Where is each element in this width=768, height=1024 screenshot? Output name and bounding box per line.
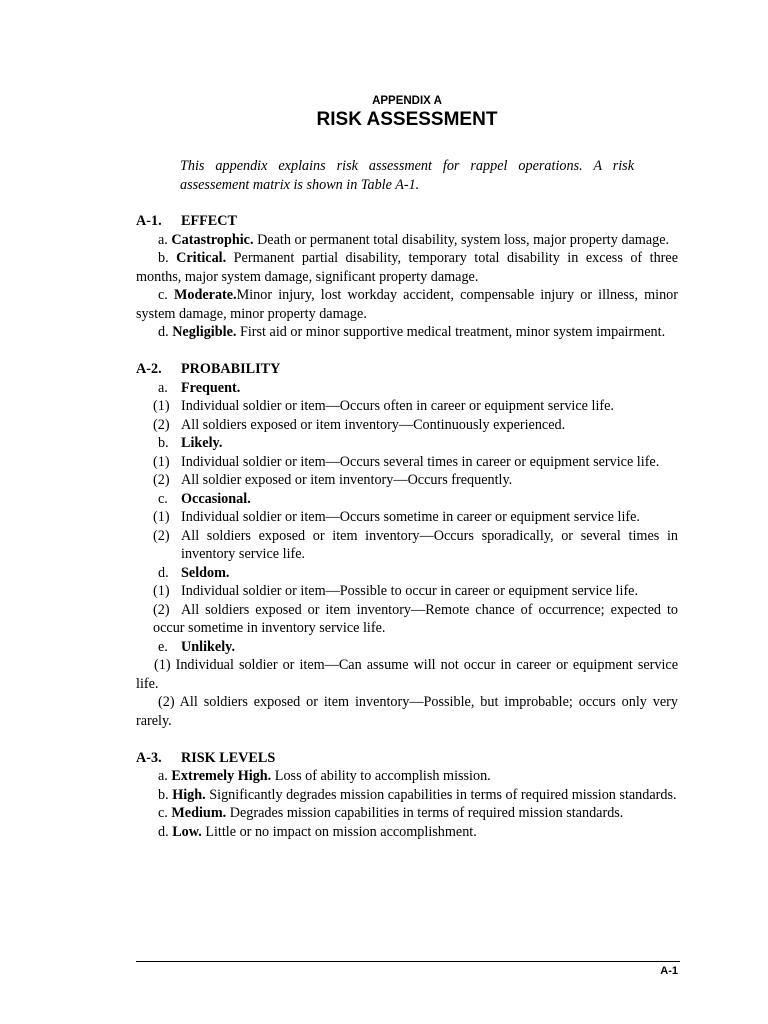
subitem-number: (1) xyxy=(153,583,170,599)
probability-item-unlikely xyxy=(136,638,678,657)
subitem-text: All soldier exposed or item inventory—Occurs frequently. xyxy=(181,472,513,488)
subitem-text: Individual soldier or item—Occurs often in career or equipment service life. xyxy=(181,398,614,414)
item-term: Negligible. xyxy=(172,324,237,340)
document-body xyxy=(136,212,678,841)
subitem-number: (1) xyxy=(154,657,171,673)
item-term: Likely. xyxy=(181,435,223,451)
subitem-text: All soldiers exposed or item inventory—Occurs sporadically, or several times in inventory service life. xyxy=(181,527,678,562)
item-text: Death or permanent total disability, system loss, major property damage. xyxy=(253,231,670,248)
probability-item-seldom xyxy=(136,564,678,583)
section-heading xyxy=(136,749,678,768)
risk-item-low xyxy=(136,823,678,842)
probability-subitem xyxy=(136,508,678,527)
probability-subitem xyxy=(136,582,678,601)
section-title: RISK LEVELS xyxy=(181,749,276,766)
section-effect xyxy=(136,212,678,342)
probability-subitem xyxy=(136,416,678,435)
effect-item-catastrophic xyxy=(136,231,678,250)
section-heading xyxy=(136,360,678,379)
item-letter: a. xyxy=(158,379,168,396)
probability-subitem xyxy=(136,453,678,472)
item-letter: b. xyxy=(158,250,169,266)
page-number: A-1 xyxy=(660,965,678,977)
intro-paragraph: This appendix explains risk assessment for rappel operations. A risk assessement matrix is shown in Table A-1. xyxy=(180,158,634,193)
risk-item-extremely-high xyxy=(136,767,678,786)
page-title: RISK ASSESSMENT xyxy=(316,109,498,130)
effect-item-critical xyxy=(136,249,678,286)
probability-subitem xyxy=(136,527,678,564)
item-letter: a. xyxy=(158,768,168,784)
item-letter: b. xyxy=(158,786,169,803)
section-probability xyxy=(136,360,678,730)
item-text: Loss of ability to accomplish mission. xyxy=(271,768,491,784)
item-text: Degrades mission capabilities in terms of required mission standards. xyxy=(226,805,624,821)
item-term: Extremely High. xyxy=(171,768,272,784)
probability-subitem xyxy=(136,693,678,730)
section-title: PROBABILITY xyxy=(181,361,281,377)
item-term: Catastrophic. xyxy=(171,231,254,248)
effect-item-moderate xyxy=(136,286,678,323)
subitem-text: Individual soldier or item—Occurs sometime in career or equipment service life. xyxy=(181,509,640,525)
section-number: A-2. xyxy=(136,361,162,377)
section-risk-levels xyxy=(136,749,678,842)
subitem-number: (2) xyxy=(153,416,170,433)
subitem-number: (2) xyxy=(153,601,170,618)
item-term: Seldom. xyxy=(181,564,230,581)
risk-item-medium xyxy=(136,804,678,823)
item-letter: d. xyxy=(158,823,169,840)
item-term: Critical. xyxy=(176,250,227,266)
item-text: Little or no impact on mission accomplishment. xyxy=(201,823,477,840)
risk-item-high xyxy=(136,786,678,805)
item-term: Unlikely. xyxy=(181,638,236,655)
section-heading xyxy=(136,212,678,231)
subitem-text: All soldiers exposed or item inventory—Continuously experienced. xyxy=(181,416,566,433)
probability-item-frequent xyxy=(136,379,678,398)
item-term: Frequent. xyxy=(181,379,241,396)
subitem-number: (2) xyxy=(153,472,170,488)
subitem-text: All soldiers exposed or item inventory—Possible, but improbable; occurs only very rarely. xyxy=(136,694,679,729)
probability-subitem xyxy=(136,397,678,416)
footer-rule xyxy=(136,961,680,962)
item-term: Moderate. xyxy=(173,287,237,303)
item-term: Medium. xyxy=(171,805,227,821)
item-letter: c. xyxy=(158,490,168,507)
subitem-number: (1) xyxy=(153,453,170,470)
item-text: Significantly degrades mission capabilities in terms of required mission standards. xyxy=(205,786,677,803)
effect-item-negligible xyxy=(136,323,678,342)
subitem-number: (2) xyxy=(153,527,170,544)
item-text: First aid or minor supportive medical treatment, minor system impairment. xyxy=(236,324,666,340)
item-text: Permanent partial disability, temporary total disability in excess of three months, major system damage, significant property damage. xyxy=(136,250,679,285)
subitem-number: (1) xyxy=(153,398,170,414)
item-letter: b. xyxy=(158,435,169,451)
item-letter: e. xyxy=(158,638,168,655)
probability-item-likely xyxy=(136,434,678,453)
item-term: High. xyxy=(172,786,206,803)
subitem-text: Individual soldier or item—Occurs several times in career or equipment service life. xyxy=(181,453,660,470)
section-number: A-3. xyxy=(136,749,162,766)
section-number: A-1. xyxy=(136,213,162,229)
subitem-number: (1) xyxy=(153,509,170,525)
probability-subitem xyxy=(136,601,678,638)
probability-subitem xyxy=(136,656,678,693)
item-text: Minor injury, lost workday accident, compensable injury or illness, minor system damage, minor property damage. xyxy=(136,287,678,322)
subitem-text: Individual soldier or item—Possible to occur in career or equipment service life. xyxy=(181,583,639,599)
subitem-number: (2) xyxy=(158,694,175,710)
item-letter: c. xyxy=(158,805,168,821)
subitem-text: All soldiers exposed or item inventory—Remote chance of occurrence; expected to occur sometime in inventory service life. xyxy=(153,601,678,636)
item-letter: d. xyxy=(158,324,169,340)
subitem-text: Individual soldier or item—Can assume will not occur in career or equipment service life. xyxy=(136,657,679,692)
item-term: Occasional. xyxy=(181,490,251,507)
item-term: Low. xyxy=(172,823,202,840)
item-letter: d. xyxy=(158,564,169,581)
item-letter: c. xyxy=(158,287,168,303)
probability-item-occasional xyxy=(136,490,678,509)
probability-subitem xyxy=(136,471,678,490)
item-letter: a. xyxy=(158,231,168,248)
appendix-label: APPENDIX A xyxy=(372,95,442,107)
section-title: EFFECT xyxy=(181,213,237,229)
